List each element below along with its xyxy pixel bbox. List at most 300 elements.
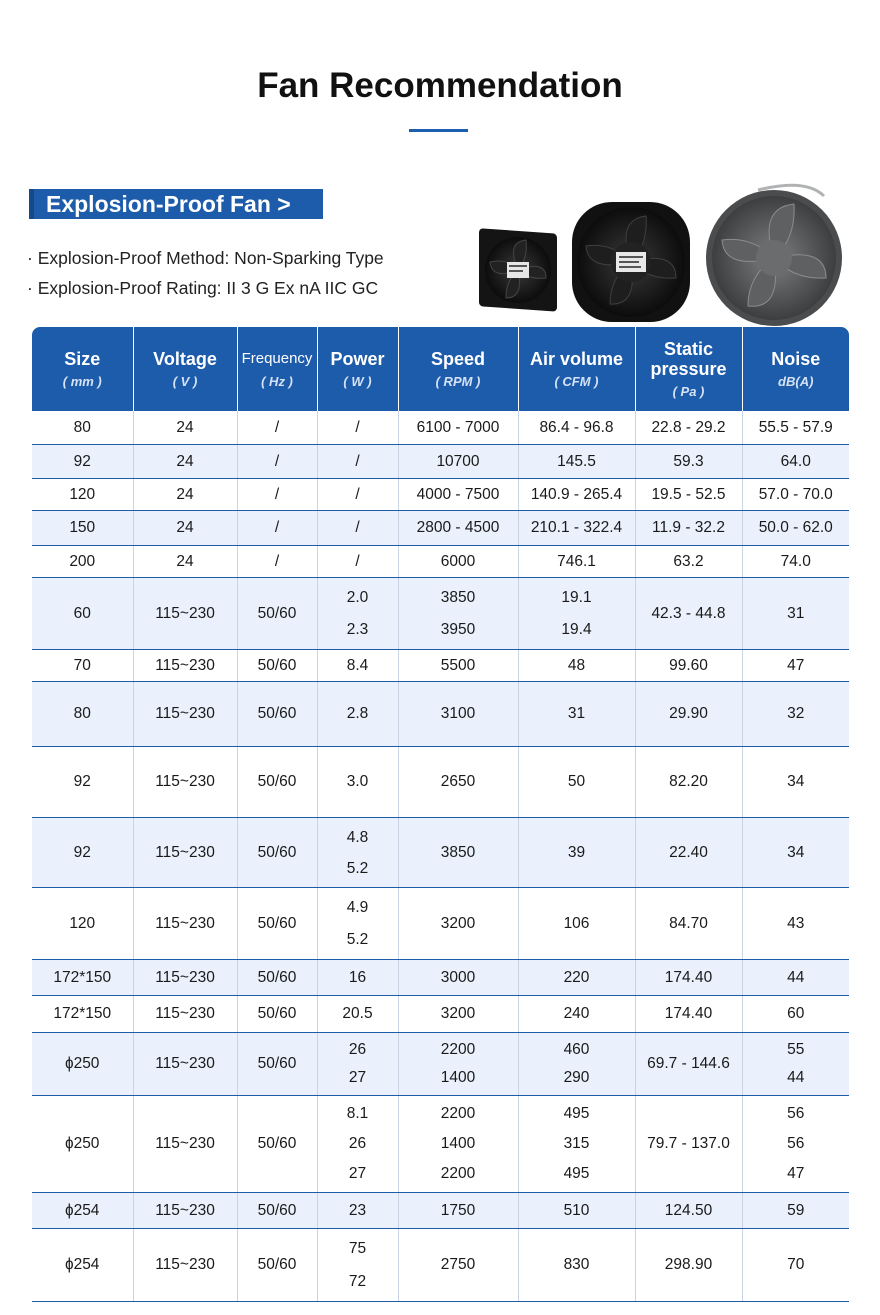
table-cell-air-volume [518,511,635,546]
table-cell-size [32,996,133,1033]
table-cell-voltage [133,682,237,747]
table-cell-noise [742,411,849,445]
column-header-label: Static pressure [650,339,727,379]
table-cell-power [317,682,398,747]
cell-value: 24 [176,418,194,436]
table-cell-voltage [133,1033,237,1096]
table-cell-power [317,1033,398,1096]
cell-value: / [355,552,360,570]
column-header-unit: ( W ) [343,374,372,389]
column-header-voltage [133,327,237,411]
table-cell-noise [742,960,849,996]
table-cell-size [32,1033,133,1096]
cell-value: ɸ254 [65,1201,100,1219]
cell-value: 31 [787,604,805,622]
table-cell-frequency [237,888,317,960]
cell-value: 50 [567,773,586,790]
table-cell-voltage [133,578,237,650]
table-cell-frequency [237,996,317,1033]
table-cell-speed [398,1096,518,1193]
cell-value: 115~230 [155,914,215,932]
table-cell-noise [742,1193,849,1229]
cell-value: 290 [563,1069,590,1086]
column-header-unit: ( CFM ) [554,374,599,389]
table-cell-power [317,650,398,682]
cell-value: 4000 - 7500 [416,485,500,503]
table-cell-static-pressure [635,650,742,682]
table-cell-frequency [237,578,317,650]
table-cell-size [32,411,133,445]
cell-value: 92 [73,843,91,861]
table-cell-power [317,578,398,650]
table-cell-noise [742,511,849,546]
table-cell-voltage [133,1193,237,1229]
cell-value: 200 [69,552,96,570]
column-header-unit: ( Pa ) [672,384,705,399]
cell-value: 50/60 [257,705,297,722]
cell-value: 32 [787,705,805,722]
cell-value: / [274,418,280,436]
cell-value: 1400 [440,1069,476,1086]
table-cell-air-volume [518,650,635,682]
cell-value: 6000 [440,552,476,570]
cell-value: 115~230 [155,1055,215,1072]
cell-value: 19.1 [561,588,592,606]
column-header-label: Voltage [153,349,217,369]
column-header-size [32,327,133,411]
cell-value: 2.0 [346,588,369,606]
table-cell-air-volume [518,682,635,747]
cell-value: 3950 [440,620,476,638]
cell-value: 2200 [440,1105,476,1122]
table-cell-static-pressure [635,1229,742,1302]
table-cell-static-pressure [635,511,742,546]
cell-value: 63.2 [673,552,704,570]
table-cell-speed [398,578,518,650]
cell-value: 24 [176,552,194,570]
table-cell-voltage [133,888,237,960]
cell-value: 59.3 [673,452,704,470]
table-cell-frequency [237,445,317,479]
column-header-static-pressure [635,327,742,411]
cell-value: 115~230 [155,604,215,622]
cell-value: 210.1 - 322.4 [530,519,623,536]
table-cell-noise [742,650,849,682]
cell-value: 315 [563,1135,590,1152]
cell-value: 59 [787,1201,805,1219]
table-row [32,1229,849,1302]
fan-spec-table [32,327,849,1302]
cell-value: 19.5 - 52.5 [651,485,726,503]
cell-value: 5.2 [346,859,369,877]
cell-value: / [274,552,280,570]
table-cell-air-volume [518,479,635,511]
column-header-speed [398,327,518,411]
cell-value: 43 [787,914,805,932]
cell-value: / [274,519,280,536]
cell-value: 1400 [440,1135,476,1152]
column-header-label: Noise [771,349,821,369]
section-tag[interactable] [29,189,323,219]
table-cell-noise [742,888,849,960]
table-cell-power [317,546,398,578]
cell-value: 99.60 [669,656,708,674]
cell-value: 26 [348,1135,367,1152]
table-cell-noise [742,818,849,888]
table-cell-power [317,445,398,479]
cell-value: 124.50 [664,1201,713,1219]
table-cell-speed [398,1193,518,1229]
cell-value: 8.1 [346,1105,369,1122]
cell-value: 80 [73,705,91,722]
page-title: Fan Recommendation [257,66,623,105]
table-row [32,546,849,578]
cell-value: 48 [567,656,586,674]
table-cell-power [317,960,398,996]
table-cell-frequency [237,818,317,888]
cell-value: 298.90 [664,1256,713,1273]
cell-value: 145.5 [557,452,596,470]
table-cell-size [32,960,133,996]
cell-value: 50/60 [257,604,297,622]
cell-value: 60 [73,604,91,622]
cell-value: 2200 [440,1041,476,1058]
cell-value: 92 [73,452,91,470]
table-cell-frequency [237,1096,317,1193]
cell-value: 140.9 - 265.4 [530,485,623,503]
table-cell-speed [398,682,518,747]
table-cell-air-volume [518,578,635,650]
cell-value: 2200 [440,1165,476,1182]
cell-value: 3200 [440,914,476,932]
table-row [32,650,849,682]
cell-value: 47 [787,656,805,674]
table-cell-static-pressure [635,888,742,960]
table-cell-size [32,1096,133,1193]
cell-value: 23 [348,1201,367,1219]
cell-value: 84.70 [669,914,708,932]
cell-value: 56 [787,1135,805,1152]
cell-value: 47 [787,1165,805,1182]
table-cell-speed [398,511,518,546]
cell-value: 8.4 [346,656,369,674]
cell-value: 5500 [440,656,476,674]
table-cell-noise [742,578,849,650]
table-cell-size [32,578,133,650]
table-cell-noise [742,996,849,1033]
table-cell-speed [398,747,518,818]
cell-value: 2750 [440,1256,476,1273]
cell-value: 50/60 [257,773,297,790]
table-cell-air-volume [518,411,635,445]
cell-value: 3.0 [346,773,369,790]
cell-value: 64.0 [780,452,811,470]
cell-value: 44 [787,968,805,986]
table-cell-speed [398,996,518,1033]
cell-value: 29.90 [669,705,708,722]
cell-value: 55.5 - 57.9 [758,418,833,436]
cell-value: 16 [348,968,367,986]
cell-value: 3850 [440,588,476,606]
cell-value: 50/60 [257,1005,297,1022]
cell-value: 6100 - 7000 [416,418,500,436]
table-cell-size [32,650,133,682]
table-cell-noise [742,479,849,511]
table-cell-frequency [237,650,317,682]
column-header-label: Air volume [529,349,624,369]
table-cell-static-pressure [635,1193,742,1229]
cell-value: 56 [787,1105,805,1122]
table-cell-speed [398,960,518,996]
column-header-noise [742,327,849,411]
cell-value: 20.5 [342,1005,373,1022]
table-cell-voltage [133,479,237,511]
cell-value: 115~230 [155,773,215,790]
cell-value: 2650 [440,773,476,790]
table-cell-speed [398,1229,518,1302]
table-cell-size [32,1193,133,1229]
table-row [32,888,849,960]
table-cell-voltage [133,960,237,996]
cell-value: 50/60 [257,1256,297,1273]
table-cell-static-pressure [635,546,742,578]
table-cell-noise [742,682,849,747]
cell-value: 3000 [440,968,476,986]
column-header-unit: ( Hz ) [261,374,293,389]
table-cell-noise [742,445,849,479]
table-cell-speed [398,546,518,578]
table-cell-power [317,411,398,445]
table-cell-size [32,818,133,888]
cell-value: 115~230 [155,656,215,674]
column-header-label: Size [64,349,101,369]
cell-value: 174.40 [664,968,713,986]
cell-value: 10700 [436,452,480,470]
cell-value: 31 [567,705,586,722]
column-header-unit: ( mm ) [62,374,102,389]
cell-value: 4.9 [346,898,369,916]
table-cell-static-pressure [635,960,742,996]
table-cell-power [317,1096,398,1193]
table-cell-frequency [237,1229,317,1302]
oval-fan-image [572,202,690,322]
cell-value: 86.4 - 96.8 [539,418,614,436]
table-cell-voltage [133,1096,237,1193]
table-row [32,445,849,479]
table-cell-voltage [133,996,237,1033]
table-cell-power [317,479,398,511]
cell-value: 24 [176,485,194,503]
cell-value: 70 [787,1256,805,1273]
cell-value: 150 [69,519,96,536]
table-row [32,411,849,445]
column-header-unit: dB(A) [778,374,814,389]
table-row [32,996,849,1033]
column-header-unit: ( V ) [172,374,198,389]
cell-value: 44 [787,1069,805,1086]
table-row [32,1096,849,1193]
cell-value: 50/60 [257,843,297,861]
cell-value: 220 [563,968,590,986]
table-cell-frequency [237,511,317,546]
table-row [32,747,849,818]
table-cell-size [32,682,133,747]
cell-value: / [274,485,280,503]
cell-value: 50/60 [257,656,297,674]
table-cell-static-pressure [635,479,742,511]
cell-value: 80 [73,418,91,436]
cell-value: 106 [563,914,590,932]
table-cell-voltage [133,818,237,888]
table-row [32,1033,849,1096]
table-cell-speed [398,411,518,445]
table-cell-air-volume [518,1096,635,1193]
table-cell-static-pressure [635,411,742,445]
table-cell-air-volume [518,445,635,479]
table-cell-voltage [133,747,237,818]
cell-value: 120 [69,485,96,503]
cell-value: 24 [176,452,194,470]
cell-value: 2.3 [346,620,369,638]
column-header-label: Power [330,349,385,369]
table-cell-size [32,445,133,479]
cell-value: 57.0 - 70.0 [758,485,833,503]
cell-value: 92 [73,773,91,790]
table-cell-voltage [133,411,237,445]
table-cell-air-volume [518,996,635,1033]
cell-value: 510 [563,1201,590,1219]
cell-value: 4.8 [346,828,369,846]
cell-value: / [355,452,360,470]
cell-value: 82.20 [669,773,708,790]
cell-value: 24 [176,519,194,536]
cell-value: 830 [563,1256,590,1273]
column-header-label: Frequency [241,350,313,367]
column-header-power [317,327,398,411]
cell-value: 50/60 [257,1135,297,1152]
cell-value: 50/60 [257,1055,297,1072]
cell-value: 120 [69,914,96,932]
cell-value: 26 [348,1041,367,1058]
table-body [32,411,849,1302]
table-cell-power [317,888,398,960]
cell-value: 11.9 - 32.2 [652,519,725,536]
table-cell-noise [742,747,849,818]
cell-value: 55 [787,1041,805,1058]
column-header-frequency [237,327,317,411]
table-cell-static-pressure [635,1033,742,1096]
table-row [32,1193,849,1229]
cell-value: 115~230 [155,1256,215,1273]
cell-value: 240 [563,1005,590,1022]
table-cell-static-pressure [635,682,742,747]
product-images [476,180,846,328]
table-cell-frequency [237,682,317,747]
title-underline [409,129,468,132]
table-cell-frequency [237,479,317,511]
cell-value: 75 [348,1240,367,1257]
table-cell-size [32,1229,133,1302]
table-cell-air-volume [518,1033,635,1096]
section-tag-edge [29,189,34,219]
table-cell-voltage [133,511,237,546]
table-cell-static-pressure [635,818,742,888]
cell-value: 72 [348,1273,367,1290]
round-fan-image [706,185,842,326]
cell-value: 34 [787,773,805,790]
table-cell-speed [398,445,518,479]
cell-value: 34 [787,843,805,861]
table-row [32,960,849,996]
column-header-unit: ( RPM ) [435,374,481,389]
table-cell-power [317,511,398,546]
square-fan-image [479,228,557,311]
cell-value: 115~230 [155,1005,215,1022]
cell-value: 22.40 [669,843,708,861]
cell-value: / [355,418,360,436]
table-cell-noise [742,1033,849,1096]
table-cell-air-volume [518,888,635,960]
table-cell-air-volume [518,747,635,818]
table-cell-frequency [237,747,317,818]
cell-value: 460 [563,1041,590,1058]
table-cell-speed [398,888,518,960]
cell-value: 495 [563,1165,590,1182]
table-cell-air-volume [518,818,635,888]
cell-value: 495 [563,1105,590,1122]
cell-value: 174.40 [664,1005,713,1022]
table-row [32,511,849,546]
table-cell-noise [742,1229,849,1302]
cell-value: ɸ250 [65,1055,100,1072]
cell-value: 50/60 [257,1201,297,1219]
cell-value: 172*150 [53,1005,112,1022]
table-cell-air-volume [518,1193,635,1229]
cell-value: 70 [73,656,91,674]
cell-value: 27 [348,1165,367,1182]
cell-value: 172*150 [53,968,112,986]
cell-value: ɸ254 [65,1256,100,1273]
cell-value: 2.8 [346,705,369,722]
table-cell-static-pressure [635,747,742,818]
cell-value: 60 [787,1005,805,1022]
table-row [32,578,849,650]
cell-value: 2800 - 4500 [416,519,500,536]
table-header-row [32,327,849,411]
cell-value: 39 [567,843,586,861]
table-cell-noise [742,546,849,578]
table-cell-power [317,1193,398,1229]
table-cell-air-volume [518,960,635,996]
table-cell-static-pressure [635,445,742,479]
table-cell-speed [398,479,518,511]
cell-value: 115~230 [155,843,215,861]
cell-value: 19.4 [561,620,592,638]
table-cell-size [32,546,133,578]
table-cell-power [317,747,398,818]
cell-value: 42.3 - 44.8 [651,604,726,622]
table-cell-size [32,747,133,818]
table-cell-size [32,888,133,960]
section-tag-label: Explosion-Proof Fan > [46,191,291,217]
table-cell-size [32,479,133,511]
cell-value: 3100 [440,705,476,722]
table-row [32,479,849,511]
cell-value: ɸ250 [65,1135,100,1152]
cell-value: 115~230 [155,705,215,722]
cell-value: 1750 [440,1201,476,1219]
column-header-air-volume [518,327,635,411]
